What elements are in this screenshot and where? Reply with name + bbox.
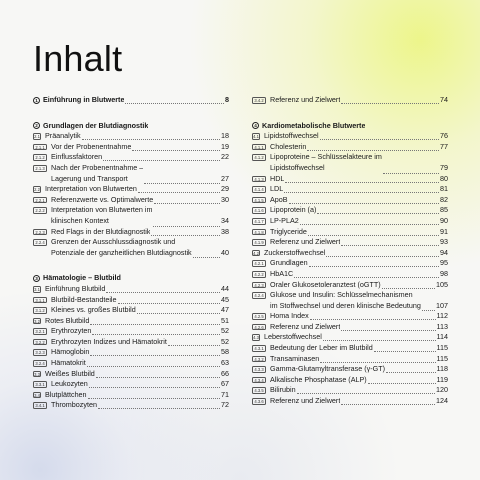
page-number: 98 bbox=[440, 268, 448, 278]
section-number-badge: 4.2.4 bbox=[252, 292, 266, 299]
toc-chapter[interactable] bbox=[252, 121, 448, 132]
section-spacer bbox=[33, 258, 229, 268]
chapter-number-badge: 2 bbox=[33, 122, 40, 129]
toc-entry[interactable] bbox=[252, 280, 448, 291]
toc-entry[interactable] bbox=[252, 205, 448, 216]
leader-dots bbox=[320, 354, 435, 363]
toc-entry[interactable] bbox=[252, 385, 448, 396]
section-number-badge: 3.4 bbox=[34, 392, 40, 398]
toc-entry[interactable] bbox=[33, 369, 229, 380]
page-number: 45 bbox=[221, 294, 229, 304]
section-number-badge: 2.1 bbox=[34, 134, 40, 140]
section-number-badge: 4.2 bbox=[253, 250, 259, 256]
page-number: 119 bbox=[436, 374, 448, 384]
entry-title: Vor der Probenentnahme bbox=[51, 141, 132, 151]
leader-dots bbox=[89, 379, 220, 388]
leader-dots bbox=[154, 195, 220, 204]
entry-title: Einflussfaktoren bbox=[51, 152, 103, 162]
entry-title: Grundlagen der Blutdiagnostik bbox=[43, 120, 149, 130]
leader-dots bbox=[168, 337, 220, 346]
section-number-badge: 4.1.6 bbox=[252, 207, 266, 214]
entry-title: Blutbild-Bestandteile bbox=[51, 294, 117, 304]
leader-dots bbox=[193, 249, 220, 258]
section-number-badge: 2.2.2 bbox=[33, 207, 47, 214]
entry-title: Lipidstoffwechsel bbox=[264, 131, 319, 141]
toc-chapter[interactable] bbox=[33, 95, 229, 106]
page-number: 66 bbox=[221, 368, 229, 378]
page-number: 71 bbox=[221, 389, 229, 399]
entry-title: Blutplättchen bbox=[45, 389, 87, 399]
entry-title: Referenz und Zielwert bbox=[270, 321, 341, 331]
page-number: 91 bbox=[440, 226, 448, 236]
toc-entry[interactable] bbox=[252, 269, 448, 280]
toc-entry[interactable] bbox=[252, 152, 448, 173]
entry-title: Referenz und Zielwert bbox=[270, 95, 341, 104]
entry-title: ApoB bbox=[270, 194, 288, 204]
page-number: 18 bbox=[221, 131, 229, 141]
entry-title: Grundlagen bbox=[270, 258, 308, 268]
entry-title-line: klinischen Kontext bbox=[51, 215, 109, 225]
leader-dots bbox=[88, 390, 220, 399]
section-number-badge: 4.1.5 bbox=[252, 197, 266, 204]
chapter-number-badge: 1 bbox=[33, 97, 40, 104]
toc-entry[interactable] bbox=[252, 184, 448, 195]
toc-entry[interactable] bbox=[33, 237, 229, 258]
section-spacer bbox=[252, 106, 448, 116]
entry-title: Präanalytik bbox=[45, 131, 81, 141]
toc-entry[interactable] bbox=[252, 195, 448, 206]
toc-entry[interactable] bbox=[252, 142, 448, 153]
leader-dots bbox=[382, 280, 435, 289]
page-number: 81 bbox=[440, 184, 448, 194]
leader-dots bbox=[309, 258, 439, 267]
toc-entry[interactable] bbox=[252, 375, 448, 386]
section-number-badge: 3.3 bbox=[34, 371, 40, 377]
page-number: 30 bbox=[221, 194, 229, 204]
section-number-badge: 4.3.2 bbox=[252, 356, 266, 363]
toc-entry[interactable] bbox=[252, 396, 448, 407]
toc-entry[interactable] bbox=[33, 152, 229, 163]
entry-title-line: Nach der Probenentnahme – bbox=[51, 162, 144, 172]
entry-title: Weißes Blutbild bbox=[45, 368, 95, 378]
section-number-badge: 3.1.1 bbox=[33, 297, 47, 304]
leader-dots bbox=[341, 322, 435, 331]
section-number-badge: 2.2.3 bbox=[33, 229, 47, 236]
page-number: 47 bbox=[221, 305, 229, 315]
entry-title-line: Grenzen der Ausschlussdiagnostik und bbox=[51, 237, 176, 247]
section-number-badge: 4.1.3 bbox=[252, 176, 266, 183]
toc-entry[interactable] bbox=[33, 390, 229, 401]
section-number-badge: 4.1.7 bbox=[252, 218, 266, 225]
leader-dots bbox=[308, 227, 439, 236]
page-number: 118 bbox=[436, 364, 448, 374]
toc-entry[interactable] bbox=[33, 358, 229, 369]
page-number: 82 bbox=[440, 194, 448, 204]
section-spacer bbox=[33, 106, 229, 116]
section-number-badge: 4.1.4 bbox=[252, 186, 266, 193]
section-number-badge: 3.1.2 bbox=[33, 307, 47, 314]
leader-dots bbox=[326, 248, 439, 257]
leader-dots bbox=[98, 400, 220, 409]
section-number-badge: 4.2.2 bbox=[252, 271, 266, 278]
leader-dots bbox=[144, 175, 220, 184]
leader-dots bbox=[90, 316, 220, 325]
leader-dots bbox=[341, 95, 439, 104]
entry-title: Referenz und Zielwert bbox=[270, 396, 341, 406]
section-number-badge: 4.3.1 bbox=[252, 345, 266, 352]
entry-title-line: Lipoproteine – Schlüsselakteure im bbox=[270, 152, 382, 162]
entry-title: Leberstoffwechsel bbox=[264, 332, 322, 342]
page-number: 107 bbox=[436, 300, 448, 310]
section-number-badge: 4.1.9 bbox=[252, 239, 266, 246]
toc-entry[interactable] bbox=[252, 322, 448, 333]
entry-title: Alkalische Phosphatase (ALP) bbox=[270, 374, 367, 384]
section-number-badge: 4.3.3 bbox=[252, 366, 266, 373]
chapter-number-badge: 3 bbox=[33, 275, 40, 282]
entry-title: Zuckerstoffwechsel bbox=[264, 247, 326, 257]
section-number-badge: 4.2.3 bbox=[252, 282, 266, 289]
page-number: 115 bbox=[436, 343, 448, 353]
section-number-badge: 4.1.1 bbox=[252, 144, 266, 151]
page-number: 79 bbox=[440, 162, 448, 172]
leader-dots bbox=[323, 332, 436, 341]
section-number-badge: 4.3.4 bbox=[252, 377, 266, 384]
toc-entry[interactable] bbox=[252, 343, 448, 354]
section-number-badge: 4.1.8 bbox=[252, 229, 266, 236]
page-number: 63 bbox=[221, 358, 229, 368]
entry-title bbox=[270, 290, 421, 311]
entry-title: Erythrozyten Indizes und Hämatokrit bbox=[51, 336, 167, 346]
leader-dots bbox=[386, 364, 436, 373]
leader-dots bbox=[138, 184, 220, 193]
section-number-badge: 4.1.2 bbox=[252, 154, 266, 161]
page-number: 76 bbox=[440, 131, 448, 141]
page-number: 44 bbox=[221, 283, 229, 293]
entry-title: Rotes Blutbild bbox=[45, 315, 90, 325]
entry-title: Triglyceride bbox=[270, 226, 307, 236]
toc-entry[interactable] bbox=[33, 379, 229, 390]
section-number-badge: 3.4.2 bbox=[252, 97, 266, 104]
page-number: 120 bbox=[436, 385, 448, 395]
leader-dots bbox=[422, 302, 435, 311]
toc-entry[interactable] bbox=[252, 227, 448, 238]
section-number-badge: 2.1.1 bbox=[33, 144, 47, 151]
entry-title-line: Lagerung und Transport bbox=[51, 173, 128, 183]
leader-dots bbox=[151, 227, 220, 236]
section-number-badge: 3.2.2 bbox=[33, 339, 47, 346]
leader-dots bbox=[383, 165, 439, 174]
leader-dots bbox=[289, 195, 439, 204]
entry-title: LDL bbox=[270, 184, 284, 194]
entry-title-line: Interpretation von Blutwerten im bbox=[51, 205, 153, 215]
page-title: Inhalt bbox=[33, 38, 123, 79]
entry-title-line: im Stoffwechsel und deren klinische Bedeutung bbox=[270, 300, 421, 310]
entry-title: Erythrozyten bbox=[51, 326, 92, 336]
toc-entry[interactable] bbox=[33, 400, 229, 411]
page-number: 95 bbox=[440, 258, 448, 268]
page-number: 74 bbox=[440, 95, 448, 104]
page-number: 58 bbox=[221, 347, 229, 357]
section-number-badge: 4.3 bbox=[253, 335, 259, 341]
page-number: 29 bbox=[221, 184, 229, 194]
toc-entry[interactable] bbox=[33, 184, 229, 195]
page-number: 115 bbox=[436, 353, 448, 363]
page-number: 38 bbox=[221, 226, 229, 236]
section-number-badge: 3.2.1 bbox=[33, 328, 47, 335]
entry-title bbox=[51, 237, 192, 258]
page-number: 40 bbox=[221, 247, 229, 257]
page-number: 52 bbox=[221, 326, 229, 336]
leader-dots bbox=[118, 295, 220, 304]
toc-entry[interactable] bbox=[33, 305, 229, 316]
entry-title: Hämoglobin bbox=[51, 347, 90, 357]
page-number: 94 bbox=[440, 247, 448, 257]
chapter-number-badge: 4 bbox=[252, 122, 259, 129]
section-number-badge: 2.2.1 bbox=[33, 197, 47, 204]
entry-title: Referenz und Zielwert bbox=[270, 237, 341, 247]
section-number-badge: 4.2.6 bbox=[252, 324, 266, 331]
toc-entry[interactable] bbox=[33, 131, 229, 142]
page-number: 80 bbox=[440, 173, 448, 183]
entry-title: Thrombozyten bbox=[51, 400, 97, 410]
section-number-badge: 3.2.4 bbox=[33, 360, 47, 367]
section-number-badge: 3.4.1 bbox=[33, 402, 47, 409]
section-number-badge: 4.3.5 bbox=[252, 387, 266, 394]
leader-dots bbox=[82, 131, 220, 140]
toc-entry[interactable] bbox=[252, 332, 448, 343]
entry-title: Hämatokrit bbox=[51, 358, 86, 368]
entry-title: Red Flags in der Blutdiagnostik bbox=[51, 226, 151, 236]
page-number: 27 bbox=[221, 173, 229, 183]
toc-entry[interactable] bbox=[33, 295, 229, 306]
toc-entry[interactable] bbox=[252, 290, 448, 311]
page-number: 8 bbox=[225, 95, 229, 104]
page-number: 72 bbox=[221, 400, 229, 410]
section-number-badge: 3.1 bbox=[34, 286, 40, 292]
leader-dots bbox=[92, 326, 220, 335]
entry-title: HbA1C bbox=[270, 268, 294, 278]
section-number-badge: 2.2 bbox=[34, 187, 40, 193]
page-number: 105 bbox=[436, 279, 448, 289]
leader-dots bbox=[374, 343, 436, 352]
section-number-badge: 4.1 bbox=[253, 134, 259, 140]
toc-entry[interactable] bbox=[33, 163, 229, 184]
section-number-badge: 3.2 bbox=[34, 318, 40, 324]
entry-title: HDL bbox=[270, 173, 285, 183]
leader-dots bbox=[285, 174, 439, 183]
toc-entry[interactable] bbox=[252, 174, 448, 185]
leader-dots bbox=[341, 237, 439, 246]
entry-title bbox=[51, 163, 143, 184]
entry-title: Interpretation von Blutwerten bbox=[45, 184, 137, 194]
page-number: 124 bbox=[436, 396, 448, 406]
entry-title: Kardiometabolische Blutwerte bbox=[262, 120, 366, 130]
leader-dots bbox=[106, 284, 220, 293]
leader-dots bbox=[297, 385, 435, 394]
entry-title: Gamma-Glutamyltransferase (γ-GT) bbox=[270, 364, 386, 374]
toc-chapter[interactable] bbox=[33, 273, 229, 284]
toc-entry[interactable] bbox=[33, 205, 229, 226]
page-number: 52 bbox=[221, 336, 229, 346]
entry-title: Bilirubin bbox=[270, 385, 296, 395]
toc-entry[interactable] bbox=[33, 227, 229, 238]
leader-dots bbox=[294, 269, 439, 278]
toc-entry[interactable] bbox=[252, 354, 448, 365]
entry-title-line: Lipidstoffwechsel bbox=[270, 162, 325, 172]
page-number: 67 bbox=[221, 379, 229, 389]
toc-column-right bbox=[252, 95, 448, 407]
section-number-badge: 2.2.4 bbox=[33, 239, 47, 246]
toc-entry[interactable] bbox=[252, 258, 448, 269]
section-number-badge: 3.3.1 bbox=[33, 381, 47, 388]
entry-title: Oraler Glukosetoleranztest (oGTT) bbox=[270, 279, 381, 289]
leader-dots bbox=[317, 205, 439, 214]
page-number: 19 bbox=[221, 141, 229, 151]
entry-title: Einführung in Blutwerte bbox=[43, 95, 125, 104]
toc-entry[interactable] bbox=[33, 316, 229, 327]
toc-entry[interactable] bbox=[33, 326, 229, 337]
toc-chapter[interactable] bbox=[33, 121, 229, 132]
entry-title-line: Glukose und Insulin: Schlüsselmechanismen bbox=[270, 290, 413, 300]
entry-title: LP-PLA2 bbox=[270, 215, 299, 225]
entry-title: Lipoprotein (a) bbox=[270, 205, 317, 215]
page-number: 113 bbox=[436, 321, 448, 331]
leader-dots bbox=[300, 216, 439, 225]
section-number-badge: 4.3.6 bbox=[252, 398, 266, 405]
toc-column-left bbox=[33, 95, 229, 411]
entry-title: Leukozyten bbox=[51, 379, 88, 389]
section-number-badge: 4.2.1 bbox=[252, 260, 266, 267]
entry-title: Einführung Blutbild bbox=[45, 283, 106, 293]
page-number: 34 bbox=[221, 215, 229, 225]
entry-title: Hämatologie – Blutbild bbox=[43, 273, 121, 283]
page-number: 114 bbox=[436, 332, 448, 342]
toc-entry[interactable] bbox=[33, 284, 229, 295]
page-number: 90 bbox=[440, 215, 448, 225]
toc-entry[interactable] bbox=[252, 364, 448, 375]
toc-entry[interactable] bbox=[252, 248, 448, 259]
page-number: 112 bbox=[436, 311, 448, 321]
leader-dots bbox=[320, 131, 439, 140]
toc-entry[interactable] bbox=[33, 337, 229, 348]
page-number: 77 bbox=[440, 141, 448, 151]
entry-title: Cholesterin bbox=[270, 141, 307, 151]
entry-title: Bedeutung der Leber im Blutbild bbox=[270, 343, 373, 353]
entry-title: Referenzwerte vs. Optimalwerte bbox=[51, 194, 154, 204]
leader-dots bbox=[153, 218, 220, 227]
page-number: 22 bbox=[221, 152, 229, 162]
leader-dots bbox=[137, 305, 220, 314]
leader-dots bbox=[132, 142, 220, 151]
entry-title bbox=[51, 205, 152, 226]
section-number-badge: 4.2.5 bbox=[252, 313, 266, 320]
toc-entry[interactable] bbox=[252, 216, 448, 227]
leader-dots bbox=[103, 152, 220, 161]
leader-dots bbox=[96, 369, 220, 378]
leader-dots bbox=[125, 95, 224, 104]
page-number: 51 bbox=[221, 315, 229, 325]
entry-title: Transaminasen bbox=[270, 353, 320, 363]
leader-dots bbox=[341, 396, 435, 405]
entry-title bbox=[270, 152, 382, 173]
section-number-badge: 2.1.2 bbox=[33, 154, 47, 161]
toc-entry[interactable] bbox=[252, 311, 448, 322]
entry-title: Kleines vs. großes Blutbild bbox=[51, 305, 136, 315]
section-number-badge: 3.2.3 bbox=[33, 349, 47, 356]
leader-dots bbox=[90, 347, 220, 356]
page-number: 85 bbox=[440, 205, 448, 215]
leader-dots bbox=[310, 311, 436, 320]
entry-title-line: Potenziale der ganzheitlichen Blutdiagnostik bbox=[51, 247, 192, 257]
section-number-badge: 2.1.3 bbox=[33, 165, 47, 172]
leader-dots bbox=[87, 358, 220, 367]
page-number: 93 bbox=[440, 237, 448, 247]
leader-dots bbox=[284, 184, 439, 193]
toc-entry[interactable] bbox=[33, 347, 229, 358]
leader-dots bbox=[368, 375, 436, 384]
toc-entry[interactable] bbox=[252, 237, 448, 248]
toc-entry[interactable] bbox=[33, 195, 229, 206]
leader-dots bbox=[307, 142, 439, 151]
entry-title: Homa Index bbox=[270, 311, 309, 321]
toc-entry[interactable] bbox=[252, 95, 448, 106]
toc-entry[interactable] bbox=[252, 131, 448, 142]
toc-entry[interactable] bbox=[33, 142, 229, 153]
